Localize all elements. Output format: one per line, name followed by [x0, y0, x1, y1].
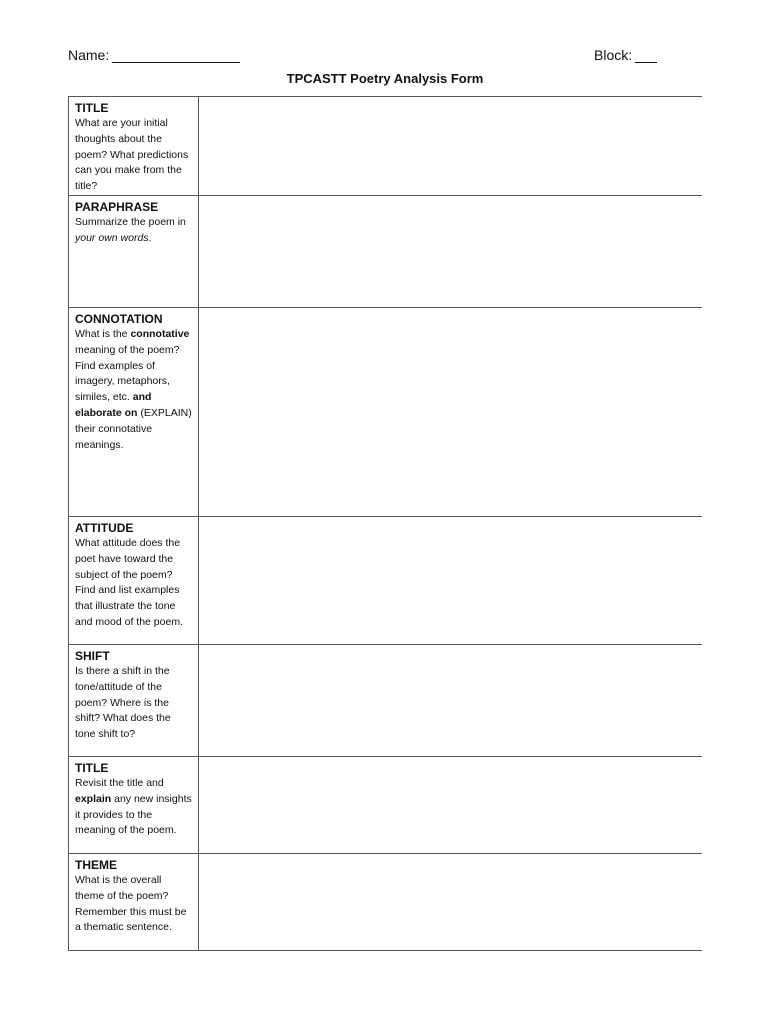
block-field	[594, 47, 657, 63]
section-title: ATTITUDE	[75, 520, 134, 535]
section-title: PARAPHRASE	[75, 199, 159, 214]
section-prompt: What are your initial thoughts about the poem? What predictions can you make from the title?	[75, 117, 189, 193]
section-label-cell	[69, 756, 199, 853]
section-row-title	[69, 97, 703, 196]
analysis-table	[68, 96, 702, 951]
block-blank-line[interactable]	[635, 48, 657, 63]
section-row-connotation	[69, 307, 703, 516]
answer-cell-connotation[interactable]	[199, 307, 703, 516]
name-label: Name:	[68, 47, 110, 63]
section-label-cell	[69, 97, 199, 196]
section-label-cell	[69, 516, 199, 644]
section-prompt: Revisit the title and explain any new insights it provides to the meaning of the poem.	[75, 776, 192, 837]
answer-cell-title[interactable]	[199, 97, 703, 196]
section-row-theme	[69, 853, 703, 950]
section-prompt: What is the connotative meaning of the poem? Find examples of imagery, metaphors, similes, etc. and elaborate on (EXPLAIN) their connotative meanings.	[75, 327, 192, 451]
section-prompt: What attitude does the poet have toward the subject of the poem? Find and list examples that illustrate the tone and mood of the poem.	[75, 536, 183, 628]
section-title: TITLE	[75, 101, 109, 115]
section-prompt: Summarize the poem in your own words.	[75, 215, 186, 244]
section-row-shift	[69, 644, 703, 756]
answer-cell-theme[interactable]	[199, 853, 703, 950]
section-title: CONNOTATION	[75, 311, 163, 326]
section-label-cell	[69, 195, 199, 307]
answer-cell-title-revisit[interactable]	[199, 756, 703, 853]
name-field	[68, 47, 240, 63]
name-blank-line[interactable]	[112, 48, 240, 63]
section-label-cell	[69, 307, 199, 516]
answer-cell-paraphrase[interactable]	[199, 195, 703, 307]
section-title: TITLE	[75, 760, 109, 775]
form-title: TPCASTT Poetry Analysis Form	[286, 71, 484, 86]
answer-cell-shift[interactable]	[199, 644, 703, 756]
section-row-paraphrase	[69, 195, 703, 307]
section-label-cell	[69, 644, 199, 756]
answer-cell-attitude[interactable]	[199, 516, 703, 644]
section-title: THEME	[75, 857, 117, 872]
section-row-attitude	[69, 516, 703, 644]
block-label: Block:	[594, 47, 633, 63]
section-label-cell	[69, 853, 199, 950]
section-title: SHIFT	[75, 648, 110, 663]
section-prompt: Is there a shift in the tone/attitude of the poem? Where is the shift? What does the tone shift to?	[75, 664, 171, 741]
section-prompt: What is the overall theme of the poem? Remember this must be a thematic sentence.	[75, 873, 187, 934]
section-row-title-revisit	[69, 756, 703, 853]
